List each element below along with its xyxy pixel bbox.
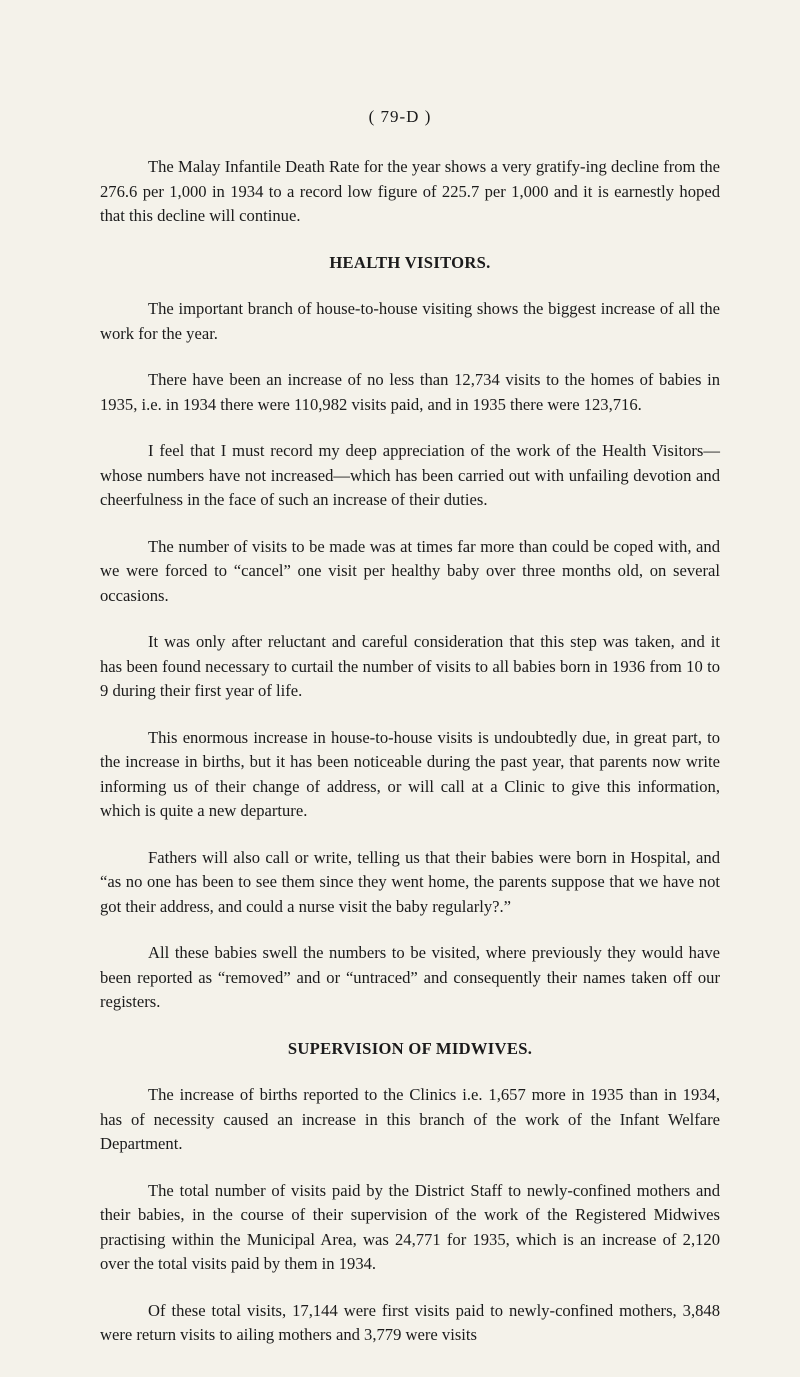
paragraph: Fathers will also call or write, telling us that their babies were born in Hospital, and “as no one has been to see them since they went home, the parents suppose that we have not got their address, and could a nurse visit the baby regularly?.”	[100, 847, 720, 916]
paragraph: The important branch of house-to-house visiting shows the biggest increase of all the work for the year.	[100, 299, 720, 343]
paragraph: This enormous increase in house-to-house visits is undoubtedly due, in great part, to the increase in births, but it has been noticeable during the past year, that parents now write informing us of their change of address, or will call at a Clinic to give this information, which is quite a new departure.	[100, 727, 720, 820]
paragraph: The total number of visits paid by the District Staff to newly-confined mothers and their babies, in the course of their supervision of the work of the Registered Midwives practising within the Municipal Area, was 24,771 for 1935, which is an increase of 2,120 over the total visits paid by them in 1934.	[100, 1180, 720, 1273]
section-heading-supervision-of-midwives: SUPERVISION OF MIDWIVES.	[287, 1038, 533, 1058]
paragraph: All these babies swell the numbers to be visited, where previously they would have been reported as “removed” and or “untraced” and consequently their names taken off our registers.	[100, 943, 720, 1011]
paragraph: The increase of births reported to the Clinics i.e. 1,657 more in 1935 than in 1934, has of necessity caused an increase in this branch of the work of the Infant Welfare Department.	[100, 1085, 720, 1153]
paragraph: The Malay Infantile Death Rate for the year shows a very gratify-ing decline from the 276.6 per 1,000 in 1934 to a record low figure of 225.7 per 1,000 and it is earnestly hoped that this decline will continue.	[100, 157, 720, 225]
paragraph: I feel that I must record my deep appreciation of the work of the Health Visitors—whose numbers have not increased—which has been carried out with unfailing devotion and cheerfulness in the face of such an increase of their duties.	[100, 441, 720, 509]
paragraph: The number of visits to be made was at times far more than could be coped with, and we were forced to “cancel” one visit per healthy baby over three months old, on several occasions.	[100, 536, 720, 605]
paragraph: Of these total visits, 17,144 were first visits paid to newly-confined mothers, 3,848 were return visits to ailing mothers and 3,779 were visits	[100, 1300, 720, 1344]
paragraph: There have been an increase of no less than 12,734 visits to the homes of babies in 1935, i.e. in 1934 there were 110,982 visits paid, and in 1935 there were 123,716.	[100, 370, 720, 414]
section-heading-health-visitors: HEALTH VISITORS.	[329, 252, 491, 272]
document-body	[100, 155, 720, 1370]
page-number: ( 79-D )	[368, 107, 432, 126]
paragraph: It was only after reluctant and careful consideration that this step was taken, and it has been found necessary to curtail the number of visits to all babies born in 1936 from 10 to 9 during their first year of life.	[100, 632, 720, 700]
